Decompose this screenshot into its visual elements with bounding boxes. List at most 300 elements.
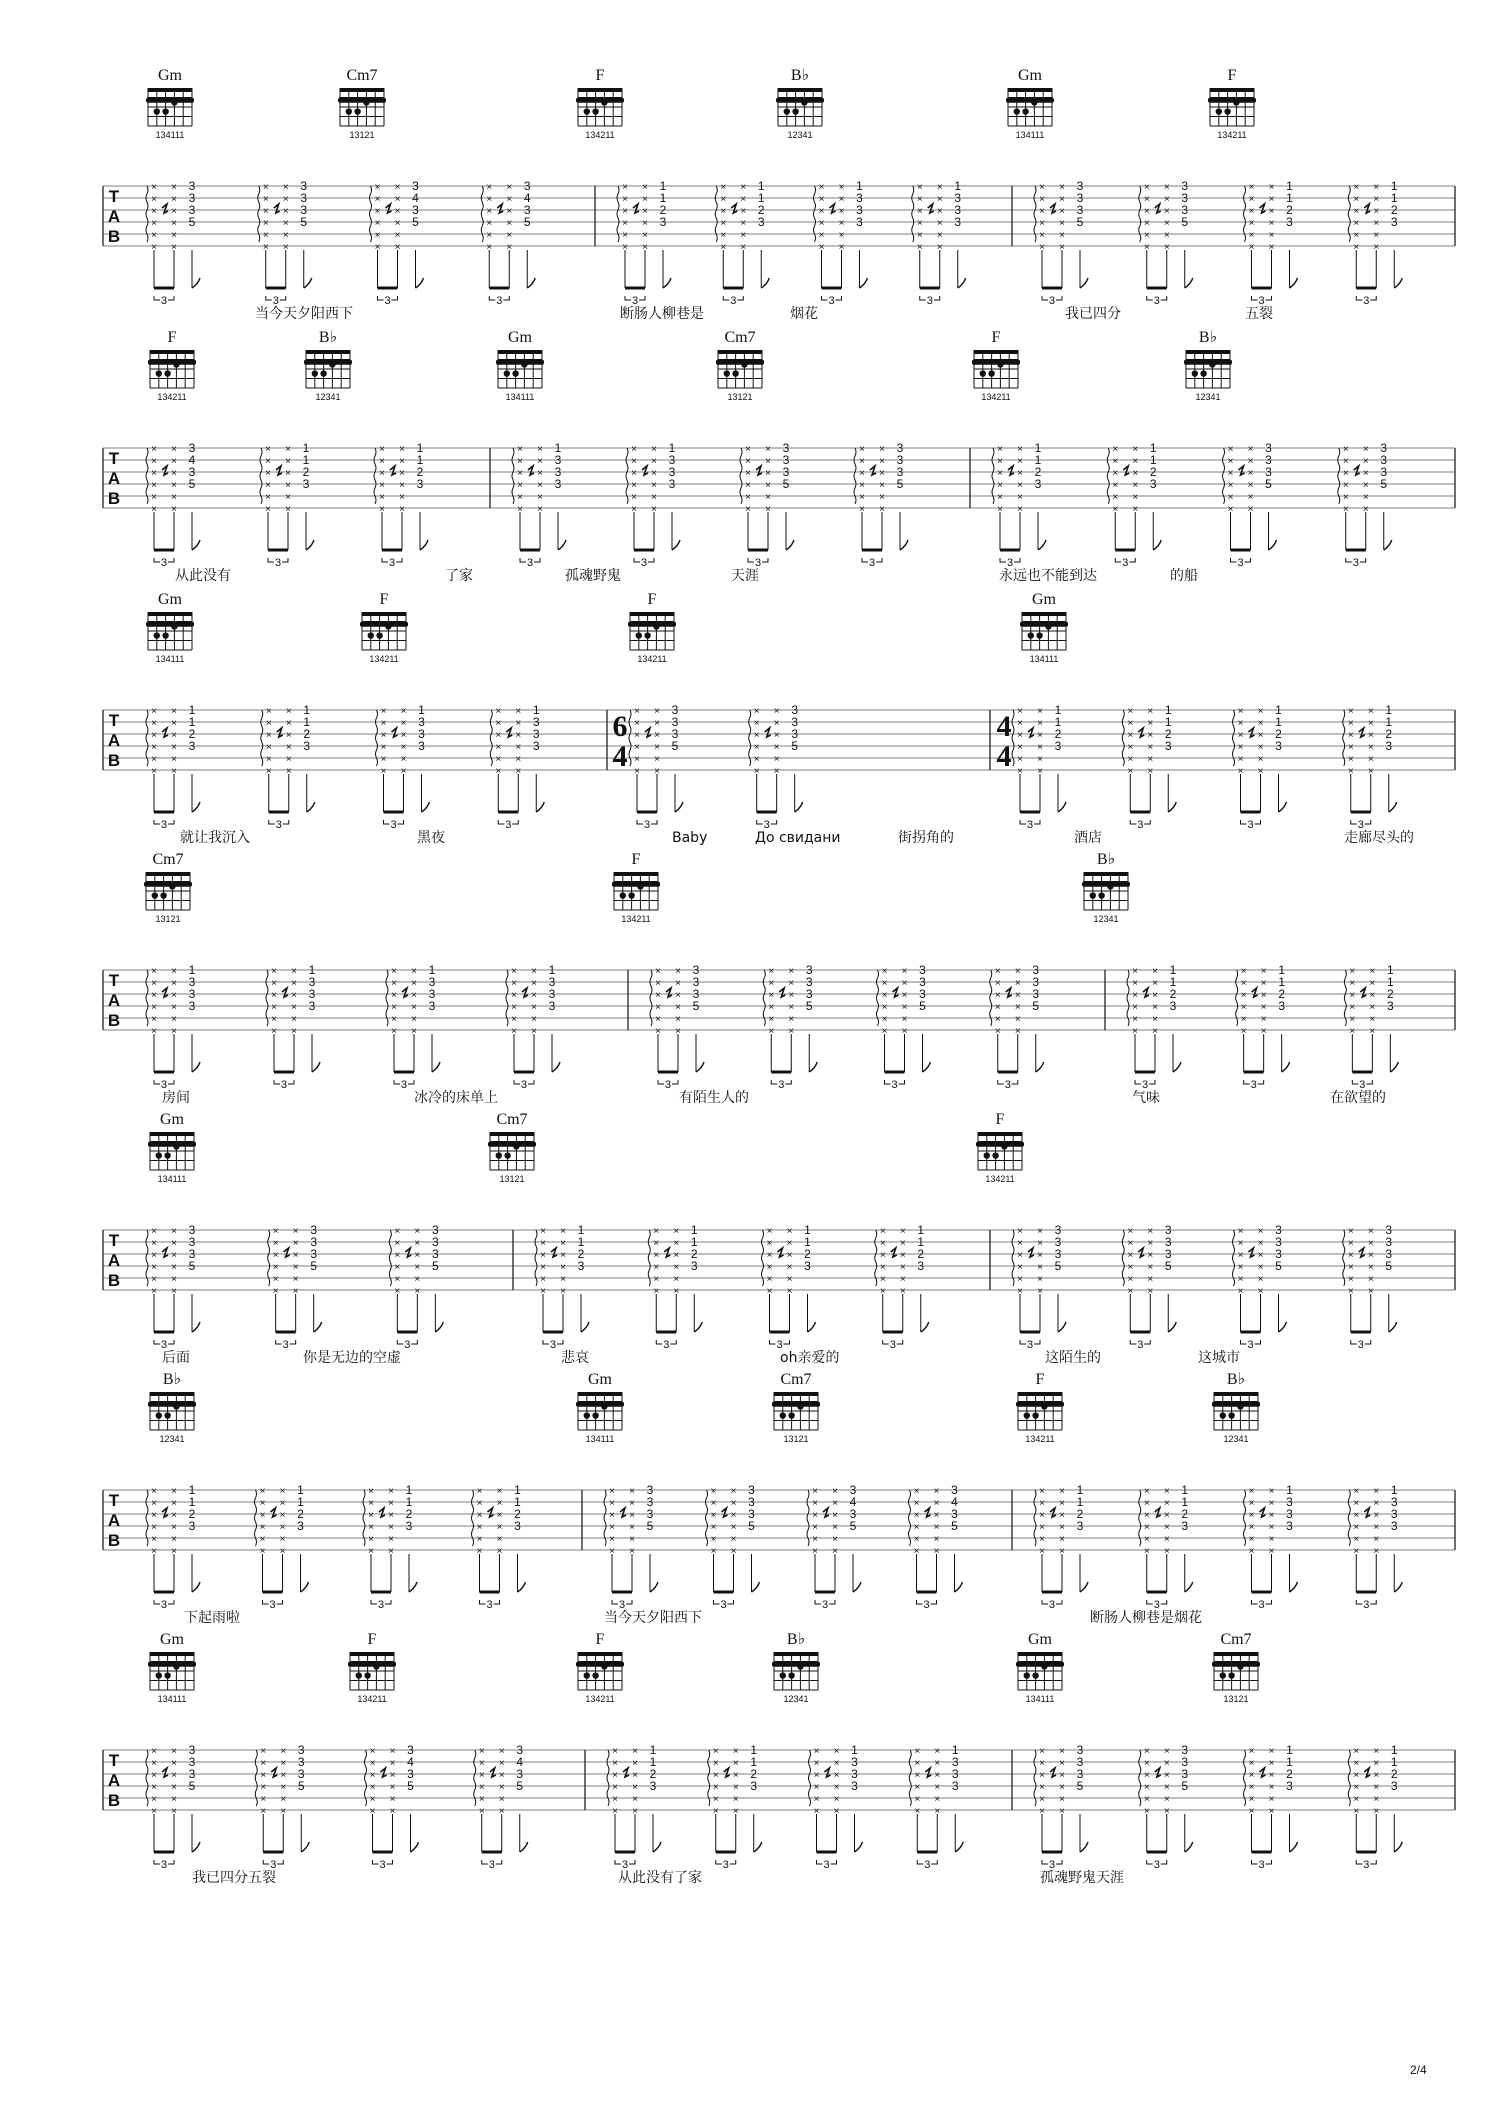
tab-mute-x: × (997, 444, 1003, 455)
tab-mute-x: × (171, 182, 177, 193)
tab-mute-x: × (1059, 1770, 1065, 1781)
tab-fret-number: 3 (514, 1519, 521, 1533)
tab-fret-number: 1 (804, 1223, 811, 1237)
chord-dot (154, 108, 160, 114)
tab-mute-x: × (1127, 766, 1134, 777)
tab-mute-x: × (1132, 1014, 1138, 1025)
chord-barre (716, 360, 764, 365)
tab-mute-x: × (1227, 480, 1234, 491)
chord-nut (1018, 1392, 1062, 1396)
tab-mute-x: × (913, 1510, 920, 1521)
tab-mute-x: × (496, 1546, 503, 1557)
tab-fret-number: 5 (1076, 1779, 1084, 1793)
tab-mute-x: × (1059, 242, 1065, 253)
tab-mute-x: × (171, 1770, 177, 1781)
note-flag (192, 1582, 200, 1592)
note-flag (435, 1322, 443, 1332)
chord-dot (1220, 1412, 1226, 1418)
beat-group (1012, 703, 1066, 831)
tab-mute-x: × (280, 1770, 287, 1781)
tab-mute-x: × (934, 1782, 941, 1793)
tab-fret-number: 1 (1164, 703, 1172, 717)
beat-group (814, 179, 868, 307)
chord-name: B♭ (162, 1371, 182, 1388)
chord-barre (148, 360, 196, 365)
tab-fret-number: 3 (431, 1235, 439, 1249)
tab-mute-x: × (540, 1286, 546, 1297)
tab-mute-x: × (1353, 1546, 1360, 1557)
tab-mute-x: × (1367, 718, 1374, 729)
note-flag (1080, 278, 1088, 288)
tab-mute-x: × (151, 990, 157, 1001)
tab-mute-x: × (1127, 754, 1134, 765)
tab-mute-x: × (765, 468, 771, 479)
tab-mute-x: × (740, 242, 747, 253)
triplet-number: 3 (1258, 1599, 1265, 1611)
tab-fret-number: 3 (308, 999, 316, 1013)
tab-mute-x: × (1260, 966, 1267, 977)
tab-mute-x: × (1369, 1014, 1376, 1025)
tab-mute-x: × (495, 706, 502, 717)
rest-mark (1143, 988, 1149, 997)
beat-group (146, 1483, 200, 1611)
rest-mark (666, 988, 672, 997)
tab-fret-number: 3 (407, 1743, 414, 1757)
tab-mute-x: × (766, 1262, 773, 1273)
tab-mute-x: × (1143, 230, 1150, 241)
chord-dot (601, 1663, 607, 1669)
triplet-number: 3 (274, 557, 282, 569)
tab-fret-number: 3 (919, 963, 926, 977)
beat-group (260, 441, 314, 569)
tab-mute-x: × (391, 990, 397, 1001)
tab-mute-x: × (1059, 1758, 1065, 1769)
lyric-text: 从此没有 (175, 568, 231, 584)
rest-mark (381, 1768, 387, 1777)
tab-mute-x: × (151, 1758, 157, 1769)
tab-fret-number: 3 (1054, 1247, 1062, 1261)
tab-mute-x: × (368, 1498, 374, 1509)
tab-fret-number: 2 (917, 1247, 925, 1261)
tab-fret-number: 3 (692, 987, 700, 1001)
tab-mute-x: × (1132, 444, 1139, 455)
triplet-number: 3 (778, 1079, 785, 1091)
tab-fret-number: 1 (532, 703, 540, 717)
triplet-number: 3 (1153, 1859, 1160, 1871)
tab-mute-x: × (171, 1238, 177, 1249)
tab-mute-x: × (151, 1782, 157, 1793)
tab-mute-x: × (901, 1014, 908, 1025)
rest-mark (756, 466, 762, 475)
tab-mute-x: × (495, 718, 502, 729)
tab-fret-number: 1 (757, 179, 765, 193)
tab-mute-x: × (476, 1534, 483, 1545)
tab-fret-number: 3 (428, 975, 436, 989)
chord-barre (338, 98, 386, 103)
tab-fret-number: 3 (851, 1779, 858, 1793)
tab-fret-number: 3 (554, 477, 562, 491)
tab-mute-x: × (1362, 468, 1369, 479)
tab-mute-x: × (1342, 480, 1349, 491)
tab-clef-letter: T (108, 711, 120, 730)
tab-mute-x: × (374, 182, 381, 193)
tab-mute-x: × (1347, 1250, 1354, 1261)
tab-mute-x: × (879, 444, 885, 455)
triplet-number: 3 (720, 1599, 727, 1611)
tab-fret-number: 5 (188, 215, 196, 229)
chord-dot (1107, 883, 1113, 889)
note-flag (1269, 540, 1277, 550)
tab-mute-x: × (265, 730, 272, 741)
page-number: 2/4 (1410, 2063, 1427, 2077)
chord-name: Gm (588, 1371, 612, 1388)
tab-mute-x: × (833, 1782, 840, 1793)
tab-fret-number: 3 (1054, 1223, 1062, 1237)
arpeggio-mark (261, 710, 263, 766)
tab-mute-x: × (291, 1002, 297, 1013)
chord-diagram (144, 851, 192, 924)
tab-mute-x: × (1017, 1286, 1023, 1297)
tab-mute-x: × (171, 1262, 177, 1273)
tab-fret-number: 3 (1286, 1507, 1293, 1521)
tab-mute-x: × (788, 1026, 795, 1037)
tab-mute-x: × (171, 718, 177, 729)
tab-fret-number: 3 (554, 465, 562, 479)
tab-mute-x: × (560, 1226, 566, 1237)
chord-name: F (631, 851, 641, 868)
tab-mute-x: × (171, 1226, 177, 1237)
tab-mute-x: × (151, 1486, 157, 1497)
tab-system (0, 1372, 1500, 1632)
beat-group (992, 441, 1046, 569)
chord-dot (644, 632, 650, 638)
tab-fret-number: 3 (668, 477, 676, 491)
tab-mute-x: × (786, 1238, 793, 1249)
tab-fret-number: 1 (554, 441, 562, 455)
tab-fret-number: 3 (750, 1779, 758, 1793)
tab-mute-x: × (271, 978, 277, 989)
tab-mute-x: × (1237, 1262, 1244, 1273)
tab-mute-x: × (368, 1486, 374, 1497)
tab-mute-x: × (1342, 504, 1349, 515)
tab-mute-x: × (710, 1498, 717, 1509)
chord-diagram (488, 1111, 536, 1184)
tab-clef-letter: T (108, 1491, 120, 1510)
triplet-number: 3 (1006, 557, 1014, 569)
chord-dot (156, 370, 162, 376)
tab-mute-x: × (369, 1794, 376, 1805)
tab-fret-number: 3 (954, 203, 962, 217)
tab-mute-x: × (818, 218, 825, 229)
chord-barre (348, 1662, 396, 1667)
tab-fret-number: 2 (1076, 1507, 1084, 1521)
tab-mute-x: × (1014, 1002, 1021, 1013)
chord-dot (1192, 370, 1198, 376)
tab-mute-x: × (1237, 754, 1244, 765)
rest-mark (623, 1768, 629, 1777)
tab-mute-x: × (1367, 730, 1374, 741)
tab-fret-number: 1 (188, 703, 196, 717)
tab-fret-number: 1 (1286, 1483, 1293, 1497)
tab-mute-x: × (732, 1794, 739, 1805)
tab-mute-x: × (531, 990, 537, 1001)
tab-fret-number: 3 (748, 1495, 755, 1509)
tab-clef-letter: A (107, 731, 121, 750)
tab-mute-x: × (414, 1274, 421, 1285)
tab-mute-x: × (622, 230, 628, 241)
tab-fret-number: 2 (804, 1247, 811, 1261)
tab-mute-x: × (280, 1758, 287, 1769)
tab-mute-x: × (399, 468, 405, 479)
beat-group (807, 1483, 861, 1611)
note-flag (672, 540, 680, 550)
tab-fret-number: 3 (548, 999, 556, 1013)
tab-mute-x: × (1163, 194, 1170, 205)
tab-mute-x: × (1039, 1794, 1045, 1805)
tab-mute-x: × (1373, 242, 1380, 253)
tab-mute-x: × (1017, 766, 1023, 777)
tab-fret-number: 2 (1034, 465, 1042, 479)
chord-barre (148, 1142, 196, 1147)
note-flag (1173, 1062, 1181, 1072)
tab-mute-x: × (511, 990, 517, 1001)
tab-fret-number: 3 (1076, 191, 1084, 205)
arpeggio-mark (1012, 1230, 1014, 1286)
chord-fingering: 134111 (1029, 654, 1059, 664)
triplet-number: 3 (160, 295, 168, 307)
triplet-number: 3 (823, 1859, 830, 1871)
tab-mute-x: × (1367, 1262, 1374, 1273)
tab-mute-x: × (260, 1794, 267, 1805)
rest-mark (891, 1248, 897, 1257)
tab-mute-x: × (832, 1534, 838, 1545)
tab-fret-number: 3 (791, 715, 799, 729)
tab-fret-number: 1 (954, 179, 962, 193)
tab-mute-x: × (1017, 1262, 1023, 1273)
tab-mute-x: × (1227, 492, 1234, 503)
tab-mute-x: × (1268, 1546, 1275, 1557)
tab-mute-x: × (1257, 1274, 1264, 1285)
tab-mute-x: × (1373, 1534, 1380, 1545)
tab-fret-number: 3 (659, 215, 667, 229)
tab-mute-x: × (1347, 718, 1354, 729)
tab-mute-x: × (498, 1758, 505, 1769)
tab-fret-number: 1 (303, 703, 311, 717)
chord-dot (653, 623, 659, 629)
rest-mark (1028, 1248, 1034, 1257)
tab-mute-x: × (368, 1546, 374, 1557)
tab-mute-x: × (1268, 1758, 1275, 1769)
tab-mute-x: × (388, 1486, 394, 1497)
tab-mute-x: × (622, 194, 628, 205)
triplet-number: 3 (280, 1079, 288, 1091)
tab-mute-x: × (710, 1522, 717, 1533)
chord-nut (1186, 350, 1230, 354)
tab-mute-x: × (171, 1498, 177, 1509)
tab-mute-x: × (259, 1510, 266, 1521)
chord-barre (1016, 1402, 1064, 1407)
tab-mute-x: × (394, 218, 401, 229)
tab-fret-number: 2 (1181, 1507, 1189, 1521)
note-flag (1080, 1582, 1088, 1592)
tab-mute-x: × (712, 1794, 719, 1805)
tab-fret-number: 5 (671, 739, 679, 753)
beat-group (648, 1223, 702, 1351)
tab-fret-number: 1 (416, 441, 424, 455)
chord-dot (504, 370, 510, 376)
tab-mute-x: × (292, 1238, 299, 1249)
rest-mark (271, 1508, 277, 1517)
tab-fret-number: 3 (1076, 1519, 1084, 1533)
tab-mute-x: × (1367, 1226, 1374, 1237)
chord-dot (784, 108, 790, 114)
tab-fret-number: 1 (1181, 1483, 1189, 1497)
tab-mute-x: × (517, 468, 523, 479)
tab-mute-x: × (629, 1522, 635, 1533)
tab-mute-x: × (730, 1498, 737, 1509)
beat-group (749, 703, 803, 831)
tab-fret-number: 2 (1286, 203, 1293, 217)
lyric-text: 后面 (162, 1350, 190, 1366)
tab-fret-number: 2 (1286, 1767, 1293, 1781)
tab-fret-number: 1 (690, 1235, 698, 1249)
chord-name: F (647, 591, 657, 608)
tab-mute-x: × (859, 492, 865, 503)
triplet-number: 3 (1247, 819, 1254, 831)
tab-fret-number: 3 (1265, 465, 1272, 479)
tab-mute-x: × (994, 966, 1001, 977)
tab-fret-number: 5 (523, 215, 531, 229)
tab-mute-x: × (818, 182, 825, 193)
tab-fret-number: 3 (1164, 1235, 1172, 1249)
tab-fret-number: 3 (919, 987, 926, 1001)
tab-mute-x: × (1367, 1274, 1374, 1285)
tab-mute-x: × (1132, 1002, 1138, 1013)
arpeggio-mark (762, 1230, 764, 1286)
tab-mute-x: × (740, 182, 747, 193)
tab-mute-x: × (1059, 1534, 1065, 1545)
tab-mute-x: × (1143, 194, 1150, 205)
chord-fingering: 134111 (1025, 1694, 1055, 1704)
chord-nut (1022, 612, 1066, 616)
chord-fingering: 134211 (585, 1694, 615, 1704)
tab-fret-number: 3 (188, 1235, 196, 1249)
tab-mute-x: × (374, 242, 381, 253)
chord-barre (360, 622, 408, 627)
tab-mute-x: × (745, 456, 751, 467)
triplet-number: 3 (1004, 1079, 1011, 1091)
chord-dot (164, 1412, 170, 1418)
tab-fret-number: 3 (1034, 477, 1042, 491)
chord-name: F (1227, 67, 1237, 84)
tab-fret-number: 1 (188, 1495, 196, 1509)
tab-mute-x: × (832, 1522, 838, 1533)
tab-fret-number: 1 (1169, 975, 1177, 989)
tab-mute-x: × (389, 1794, 396, 1805)
tab-fret-number: 3 (791, 703, 799, 717)
lyric-text: 酒店 (1074, 830, 1102, 846)
tab-mute-x: × (651, 480, 657, 491)
triplet-number: 3 (868, 557, 876, 569)
tab-fret-number: 1 (1149, 441, 1157, 455)
note-flag (1389, 1322, 1397, 1332)
tab-mute-x: × (151, 766, 157, 777)
tab-mute-x: × (369, 1770, 376, 1781)
tab-mute-x: × (859, 456, 865, 467)
chord-nut (146, 872, 190, 876)
tab-mute-x: × (901, 978, 908, 989)
beat-group (258, 179, 312, 307)
tab-fret-number: 3 (668, 453, 676, 467)
tab-mute-x: × (1059, 1546, 1065, 1557)
triplet-number: 3 (160, 1859, 168, 1871)
tab-mute-x: × (399, 480, 405, 491)
tab-mute-x: × (710, 1510, 717, 1521)
tab-mute-x: × (1237, 766, 1244, 777)
tab-mute-x: × (291, 1026, 297, 1037)
chord-fingering: 134111 (155, 130, 185, 140)
tab-mute-x: × (1037, 1250, 1043, 1261)
tab-mute-x: × (730, 1522, 737, 1533)
tab-mute-x: × (1257, 718, 1264, 729)
tab-fret-number: 5 (951, 1519, 958, 1533)
tab-mute-x: × (399, 504, 405, 515)
tab-mute-x: × (997, 456, 1003, 467)
tab-mute-x: × (411, 990, 417, 1001)
tab-mute-x: × (285, 456, 291, 467)
note-flag (754, 1842, 762, 1852)
chord-dot (637, 883, 643, 889)
tab-mute-x: × (732, 1782, 739, 1793)
beat-group (1139, 179, 1193, 307)
chord-fingering: 13121 (155, 914, 181, 924)
tab-mute-x: × (768, 1014, 775, 1025)
triplet-number: 3 (663, 1339, 670, 1351)
tab-mute-x: × (766, 1238, 773, 1249)
chord-fingering: 12341 (159, 1434, 185, 1444)
tab-mute-x: × (773, 742, 780, 753)
tab-mute-x: × (936, 206, 943, 217)
tab-fret-number: 3 (1181, 1767, 1189, 1781)
note-flag (552, 1062, 560, 1072)
tab-mute-x: × (394, 230, 401, 241)
tab-mute-x: × (642, 218, 648, 229)
chord-dot (636, 632, 642, 638)
chord-barre (772, 1662, 820, 1667)
tab-mute-x: × (879, 1226, 886, 1237)
beat-group (762, 1223, 816, 1351)
beat-group (1244, 179, 1298, 307)
tab-fret-number: 1 (1278, 975, 1286, 989)
tab-mute-x: × (675, 1002, 681, 1013)
triplet-number: 3 (269, 1599, 276, 1611)
tab-mute-x: × (634, 730, 640, 741)
beat-group (474, 1743, 528, 1871)
tab-mute-x: × (712, 1746, 719, 1757)
tab-mute-x: × (997, 480, 1003, 491)
chord-barre (148, 1662, 196, 1667)
note-flag (1290, 1582, 1298, 1592)
tab-fret-number: 3 (1054, 739, 1062, 753)
chord-diagram (576, 67, 624, 140)
tab-mute-x: × (399, 444, 405, 455)
tab-fret-number: 3 (757, 215, 765, 229)
tab-mute-x: × (517, 504, 523, 515)
note-flag (1036, 1062, 1044, 1072)
triplet-number: 3 (1363, 295, 1370, 307)
tab-mute-x: × (537, 444, 543, 455)
chord-nut (1084, 872, 1128, 876)
